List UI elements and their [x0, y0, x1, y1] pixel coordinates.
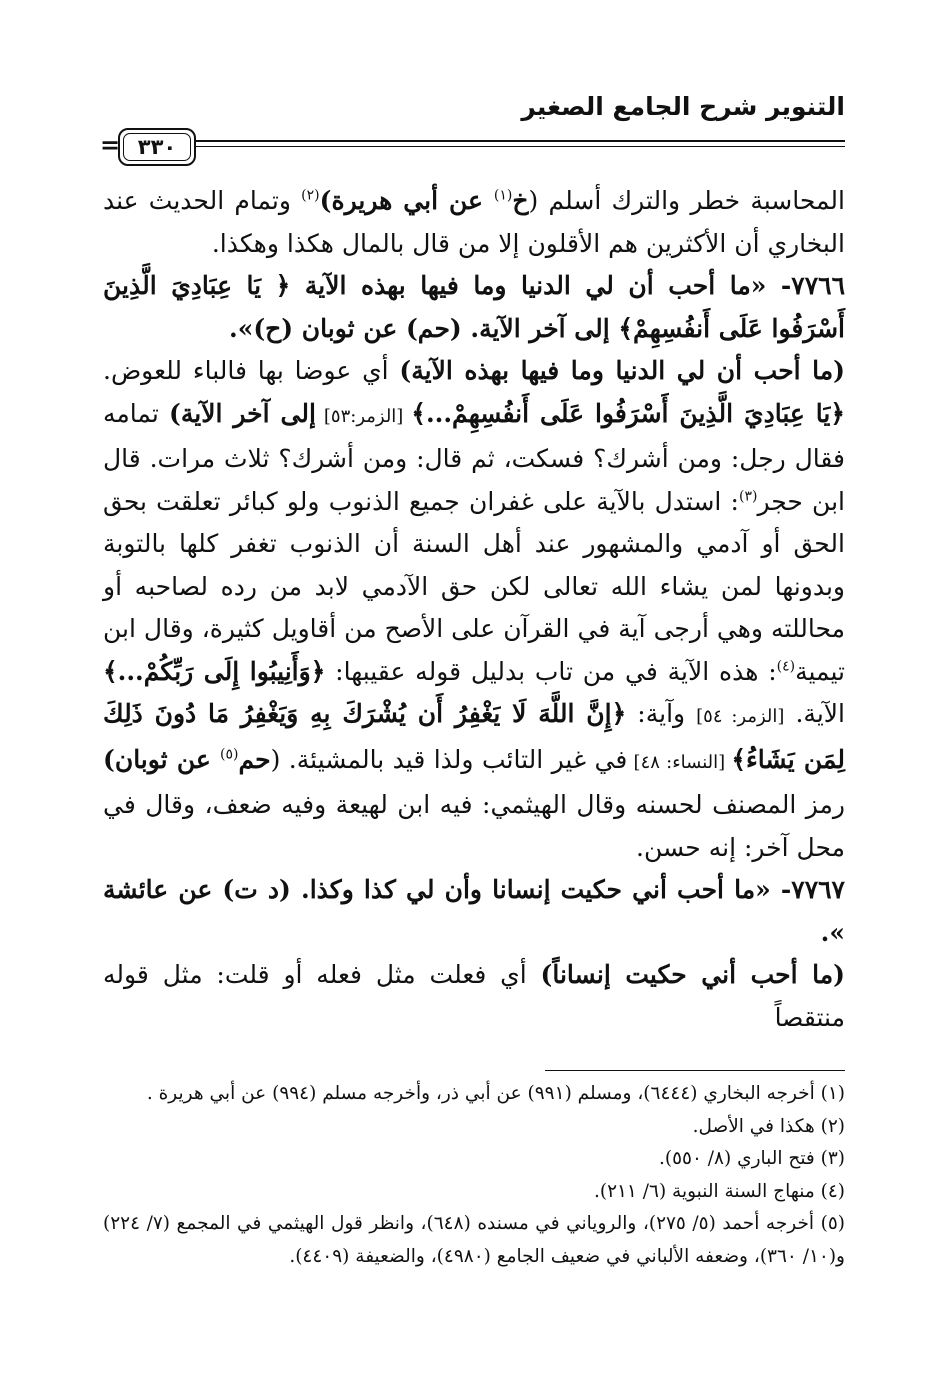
text-span: وتمام الحديث عند البخاري أن الأكثرين هم الأقلون إلا من قال بالمال هكذا وهكذا.: [103, 186, 845, 258]
footnote-ref: (٢): [301, 187, 320, 204]
text-span: الآية.: [784, 699, 845, 728]
hadith-number: ٧٧٦٧-: [770, 875, 845, 904]
footnote-2: (٢) هكذا في الأصل.: [692, 1115, 845, 1137]
text-span: أي فعلت مثل فعله أو قلت: مثل قوله منتقصاً: [103, 960, 845, 1032]
page-header: [100, 92, 845, 162]
footnote-ref: (٣): [738, 488, 758, 505]
hadith-7767: [103, 869, 845, 954]
paragraph-1: [103, 180, 845, 265]
text-span: أي عوضا بها فالباء للعوض.: [103, 356, 400, 385]
text-span: : هذه الآية في من تاب بدليل قوله عقيبها:: [325, 656, 777, 686]
footnote-5: (٥) أخرجه أحمد (٥/ ٢٧٥)، والروياني في مسنده (٦٤٨)، وانظر قول الهيثمي في المجمع (٧/ ٢٢٤) و(١٠/ ٣٦٠)، وضعفه الألباني في ضعيف الجامع (٤٩٨٠)، والضعيفة (٤٤٠٩).: [103, 1213, 845, 1267]
narrator: عن ثوبان): [103, 744, 221, 774]
main-text: [103, 180, 845, 1039]
text-span: تمامه فقال رجل: ومن أشرك؟ فسكت، ثم قال: ومن أشرك؟ ثلاث مرات. قال ابن حجر: [103, 398, 845, 516]
footnote-separator: [545, 1070, 845, 1071]
header-rule-thin: [136, 146, 845, 147]
text-span: المحاسبة خطر والترك أسلم (: [528, 186, 845, 215]
quoted-matn: إلى آخر الآية): [169, 398, 316, 428]
paragraph-2: [103, 350, 845, 869]
quoted-matn: (ما أحب أني حكيت إنساناً): [540, 960, 845, 989]
footnote-4: (٤) منهاج السنة النبوية (٦/ ٢١١).: [593, 1180, 845, 1202]
footnote-1: (١) أخرجه البخاري (٦٤٤٤)، ومسلم (٩٩١) عن أبي ذر، وأخرجه مسلم (٩٩٤) عن أبي هريرة .: [146, 1083, 845, 1104]
verse-reference: [النساء: ٤٨]: [627, 751, 732, 773]
hadith-number: ٧٧٦٦-: [766, 271, 845, 300]
hadith-text: «ما أحب أني حكيت إنسانا وأن لي كذا وكذا. (د ت) عن عائشة ».: [103, 875, 845, 947]
narrator: عن أبي هريرة): [319, 186, 494, 215]
running-title: التنوير شرح الجامع الصغير: [521, 92, 845, 121]
footnote-3: (٣) فتح الباري (٨/ ٥٥٠).: [659, 1148, 845, 1169]
text-span: : استدل بالآية على غفران جميع الذنوب ولو كبائر تعلقت بحق الحق أو آدمي والمشهور عند أهل السنة أن الذنوب تغفر كلها بالتوبة وبدونها لمن يشاء الله تعالى لكن حق الآدمي لابد من رده لصاحبه أو محاللته وهي أرجى آية في القرآن على الأصح من أقاويل كثيرة، وقال ابن تيمية: [103, 486, 845, 686]
footnote-ref: (١): [493, 187, 513, 204]
quran-verse: ﴿وَأَنِيبُوا إِلَى رَبِّكُمْ...﴾: [103, 656, 326, 686]
hadith-text: «ما أحب أن لي الدنيا وما فيها بهذه الآية ﴿ يَا عِبَادِيَ الَّذِينَ أَسْرَفُوا عَلَى أَنفُسِهِمْ﴾ إلى آخر الآية. (حم) عن ثوبان (ح)».: [103, 271, 845, 343]
hadith-7766: [103, 265, 845, 350]
quran-verse: ﴿يَا عِبَادِيَ الَّذِينَ أَسْرَفُوا عَلَى أَنفُسِهِمْ...﴾: [411, 398, 845, 428]
verse-reference: [الزمر: ٥٤]: [696, 706, 785, 727]
quran-verse: ﴿إِنَّ اللَّهَ لَا يَغْفِرُ أَن يُشْرَكَ بِهِ وَيَغْفِرُ مَا دُونَ ذَلِكَ لِمَن يَشَاءُ﴾: [103, 699, 846, 774]
header-mark: =: [100, 130, 121, 159]
footnote-ref: (٤): [776, 658, 796, 675]
quoted-matn: (ما أحب أن لي الدنيا وما فيها بهذه الآية): [399, 356, 846, 385]
header-rule: [136, 140, 845, 142]
footnote-ref: (٥): [220, 746, 239, 763]
source-code: حم: [238, 744, 271, 774]
text-span: في غير التائب ولذا قيد بالمشيئة. (: [270, 744, 628, 774]
paragraph-3: [103, 954, 845, 1039]
footnotes: [103, 1078, 845, 1273]
text-span: وآية:: [626, 699, 697, 728]
text-span: رمز المصنف لحسنه وقال الهيثمي: فيه ابن لهيعة وفيه ضعف، وقال في محل آخر: إنه حسن.: [103, 790, 845, 862]
verse-reference: [الزمر:٥٣]: [315, 405, 412, 427]
page-number-box: [118, 128, 196, 166]
page-number: ٣٣٠: [123, 133, 191, 161]
source-code: خ: [512, 186, 529, 215]
